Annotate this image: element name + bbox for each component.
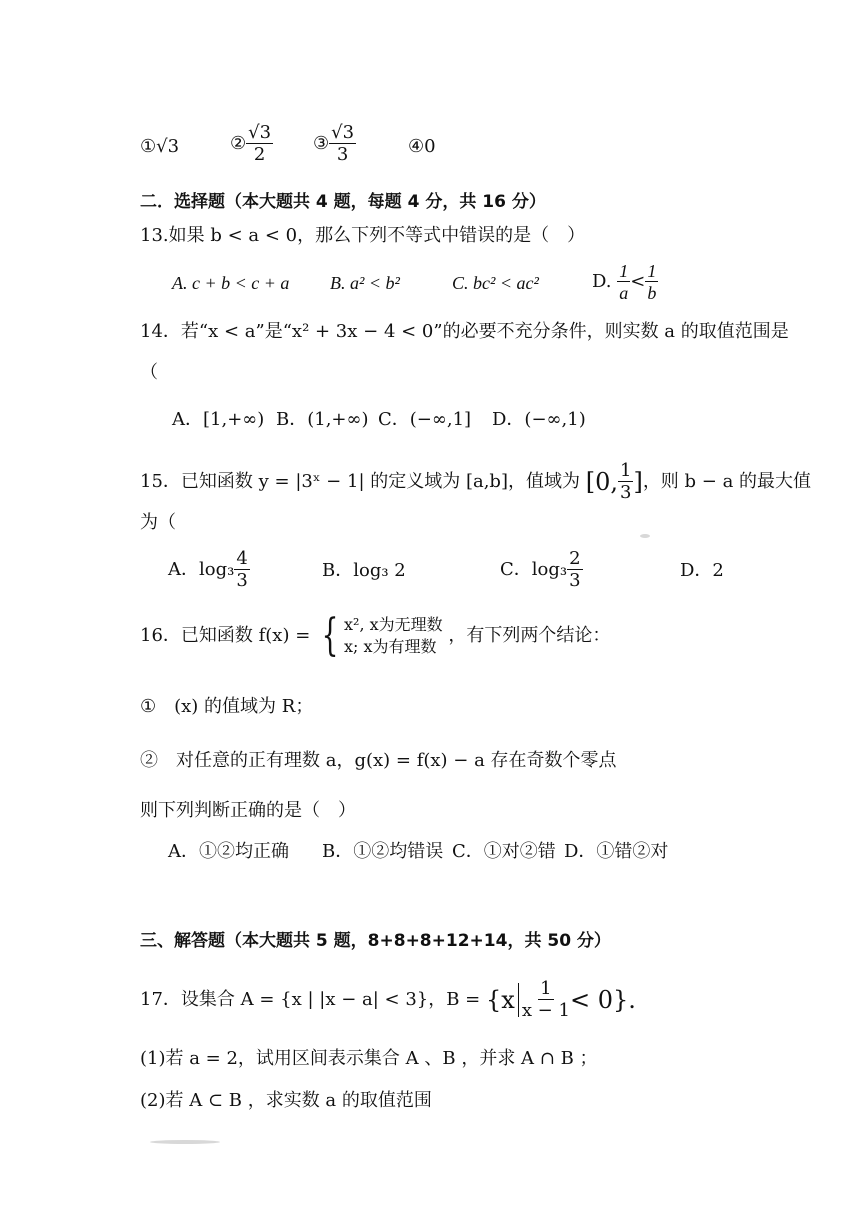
q16-option-a: A．①②均正确 <box>168 841 289 862</box>
q15-stem-start: 15．已知函数 y = |3ˣ − 1| 的定义域为 [a,b]，值域为 <box>140 471 580 492</box>
fraction-denominator: 3 <box>336 144 349 165</box>
q15-option-c <box>500 550 583 590</box>
q15-option-a-log: A．log₃ <box>168 559 235 580</box>
q17-set-b-right: < 0}. <box>569 986 636 1014</box>
q12-option-4: ④0 <box>408 136 436 157</box>
q17-stem-start: 17．设集合 A = {x | |x − a| < 3}，B = <box>140 989 481 1010</box>
piecewise-brace: { <box>321 610 339 661</box>
fraction-numerator: 1 <box>619 460 632 481</box>
q15-option-c-fraction <box>567 550 582 590</box>
scan-speck <box>640 534 650 538</box>
fraction-denominator: 3 <box>236 570 248 591</box>
q13-option-c: C. bc² < ac² <box>452 273 539 293</box>
less-than-sign: < <box>630 271 646 292</box>
q13-option-d <box>592 262 658 302</box>
fraction-denominator: 2 <box>253 144 266 165</box>
fraction-denominator: 3 <box>619 482 632 503</box>
q15-range-right: ] <box>633 468 643 496</box>
q12-option-2 <box>230 124 273 164</box>
q16-judge-prompt: 则下列判断正确的是（ ） <box>140 800 356 821</box>
q12-option-2-fraction <box>246 124 273 164</box>
q14-stem: 14．若“x < a”是“x² + 3x − 4 < 0”的必要不充分条件，则实数 a 的取值范围是 <box>140 321 789 342</box>
fraction-denominator: a <box>619 283 629 303</box>
q16-option-b: B．①②均错误 <box>322 841 444 862</box>
q13-option-b: B. a² < b² <box>330 273 400 293</box>
q15-range-left: [0, <box>585 468 618 496</box>
scan-speck <box>150 1140 220 1144</box>
q15-stem <box>140 462 811 502</box>
fraction-numerator: 2 <box>569 548 581 569</box>
q16-piecewise <box>344 614 443 658</box>
q16-case-irrational: x², x为无理数 <box>344 615 443 634</box>
section-3-heading: 三、解答题（本大题共 5 题，8+8+8+12+14，共 50 分） <box>140 931 611 951</box>
q16-case-rational: x; x为有理数 <box>344 637 437 656</box>
q16-option-c: C．①对②错 <box>452 841 556 862</box>
q15-stem-end: ，则 b − a 的最大值 <box>642 471 812 492</box>
q16-conclusion-2: ② 对任意的正有理数 a，g(x) = f(x) − a 存在奇数个零点 <box>140 750 617 771</box>
q14-option-d: D．(−∞,1) <box>492 409 586 430</box>
q17-stem <box>140 980 636 1020</box>
q15-option-b: B．log₃ 2 <box>322 560 406 581</box>
fraction-numerator: 4 <box>236 548 248 569</box>
q13-option-a: A. c + b < c + a <box>172 273 290 293</box>
fraction-numerator: 1 <box>647 261 657 281</box>
q15-option-c-log: C．log₃ <box>500 559 568 580</box>
q13-option-d-left-fraction <box>617 262 630 302</box>
q16-stem-end: ，有下列两个结论： <box>448 625 611 646</box>
q12-option-3 <box>313 124 356 164</box>
q15-range-fraction <box>618 462 633 502</box>
fraction-denominator: x − 1 <box>521 1000 570 1021</box>
fraction-numerator: 1 <box>540 978 552 999</box>
q14-option-b: B．(1,+∞) <box>276 409 369 430</box>
q14-option-a: A．[1,+∞) <box>172 409 265 430</box>
q15-option-d: D．2 <box>680 560 724 581</box>
q17-part-2: (2)若 A ⊂ B ，求实数 a 的取值范围 <box>140 1090 432 1111</box>
q15-stem-continued: 为（ <box>140 512 176 533</box>
q12-option-3-marker: ③ <box>313 133 330 154</box>
q15-option-a-fraction <box>234 550 249 590</box>
q17-set-b-fraction <box>522 980 570 1020</box>
q17-set-b-left: {x <box>486 986 515 1014</box>
q14-open-paren: （ <box>140 362 158 383</box>
fraction-numerator: √3 <box>331 122 355 143</box>
q17-part-1: (1)若 a = 2，试用区间表示集合 A 、B ，并求 A ∩ B ； <box>140 1048 598 1069</box>
q13-option-d-marker: D. <box>592 271 612 292</box>
q12-option-1: ①√3 <box>140 136 180 157</box>
q16-option-d: D．①错②对 <box>564 841 669 862</box>
q12-option-2-marker: ② <box>230 133 247 154</box>
set-builder-bar <box>518 983 519 1017</box>
q13-option-d-right-fraction <box>645 262 658 302</box>
q16-conclusion-1: ① (x) 的值域为 R； <box>140 696 314 717</box>
q16-stem <box>140 610 611 661</box>
q16-stem-start: 16．已知函数 f(x) = <box>140 625 311 646</box>
q14-option-c: C．(−∞,1] <box>378 409 472 430</box>
fraction-numerator: √3 <box>248 122 272 143</box>
section-2-heading: 二．选择题（本大题共 4 题，每题 4 分，共 16 分） <box>140 192 546 212</box>
fraction-denominator: b <box>647 283 657 303</box>
q13-stem: 13.如果 b < a < 0，那么下列不等式中错误的是（ ） <box>140 225 586 246</box>
fraction-numerator: 1 <box>619 261 629 281</box>
fraction-denominator: 3 <box>569 570 581 591</box>
q12-option-3-fraction <box>329 124 356 164</box>
q15-option-a <box>168 550 250 590</box>
